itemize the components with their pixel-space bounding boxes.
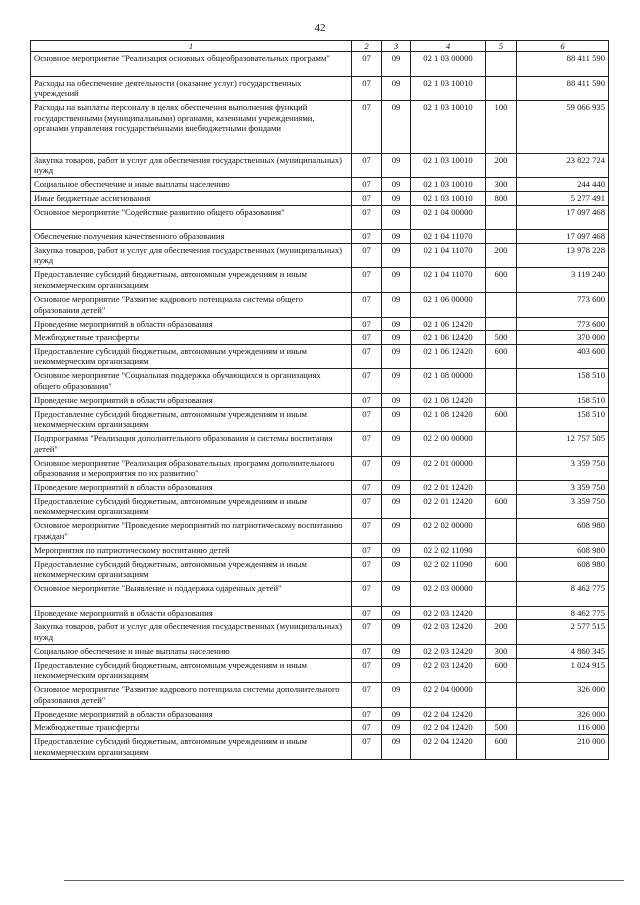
row-amount-cell: 370 000 (517, 331, 609, 345)
row-amount-cell: 244 440 (517, 178, 609, 192)
table-row (31, 178, 609, 192)
row-amount-cell: 3 359 750 (517, 481, 609, 495)
row-subsection-cell: 09 (382, 205, 411, 230)
row-section-cell: 07 (352, 243, 382, 268)
row-name-cell: Проведение мероприятий в области образования (31, 481, 352, 495)
row-section-cell: 07 (352, 153, 382, 178)
row-name-cell: Предоставление субсидий бюджетным, автономным учреждениям и иным некоммерческим организациям (31, 407, 352, 432)
row-expense-type-cell (486, 456, 517, 481)
table-row (31, 52, 609, 77)
row-subsection-cell: 09 (382, 153, 411, 178)
row-target-article-cell: 02 1 04 00000 (411, 205, 486, 230)
row-subsection-cell: 09 (382, 101, 411, 154)
row-section-cell: 07 (352, 393, 382, 407)
row-name-cell: Основное мероприятие "Развитие кадрового потенциала системы дополнительного образования детей" (31, 683, 352, 708)
row-amount-cell: 88 411 590 (517, 76, 609, 101)
row-target-article-cell: 02 2 03 12420 (411, 645, 486, 659)
row-section-cell: 07 (352, 481, 382, 495)
table-row (31, 456, 609, 481)
row-expense-type-cell: 600 (486, 735, 517, 760)
row-target-article-cell: 02 1 08 12420 (411, 407, 486, 432)
header-col-3: 3 (382, 41, 411, 52)
row-expense-type-cell (486, 205, 517, 230)
row-name-cell: Основное мероприятие "Проведение мероприятий по патриотическому воспитанию граждан" (31, 519, 352, 544)
row-expense-type-cell (486, 393, 517, 407)
row-amount-cell: 17 097 468 (517, 230, 609, 244)
row-name-cell: Проведение мероприятий в области образования (31, 393, 352, 407)
row-expense-type-cell: 600 (486, 407, 517, 432)
table-row (31, 519, 609, 544)
table-row (31, 268, 609, 293)
row-section-cell: 07 (352, 683, 382, 708)
row-expense-type-cell: 500 (486, 721, 517, 735)
table-row (31, 481, 609, 495)
row-section-cell: 07 (352, 557, 382, 582)
row-amount-cell: 12 757 505 (517, 432, 609, 457)
row-subsection-cell: 09 (382, 456, 411, 481)
row-name-cell: Межбюджетные трансферты (31, 331, 352, 345)
row-subsection-cell: 09 (382, 721, 411, 735)
table-row (31, 620, 609, 645)
row-target-article-cell: 02 2 04 00000 (411, 683, 486, 708)
header-col-2: 2 (352, 41, 382, 52)
row-name-cell: Расходы на обеспечение деятельности (оказание услуг) государственных учреждений (31, 76, 352, 101)
row-subsection-cell: 09 (382, 544, 411, 558)
row-subsection-cell: 09 (382, 432, 411, 457)
row-subsection-cell: 09 (382, 292, 411, 317)
row-expense-type-cell (486, 52, 517, 77)
row-subsection-cell: 09 (382, 178, 411, 192)
row-expense-type-cell (486, 432, 517, 457)
row-subsection-cell: 09 (382, 243, 411, 268)
row-subsection-cell: 09 (382, 494, 411, 519)
row-name-cell: Мероприятия по патриотическому воспитанию детей (31, 544, 352, 558)
row-expense-type-cell: 600 (486, 344, 517, 369)
row-section-cell: 07 (352, 707, 382, 721)
row-expense-type-cell: 300 (486, 178, 517, 192)
row-subsection-cell: 09 (382, 658, 411, 683)
row-target-article-cell: 02 2 01 00000 (411, 456, 486, 481)
row-expense-type-cell (486, 369, 517, 394)
row-subsection-cell: 09 (382, 268, 411, 293)
row-expense-type-cell: 200 (486, 620, 517, 645)
table-row (31, 658, 609, 683)
row-section-cell: 07 (352, 76, 382, 101)
row-subsection-cell: 09 (382, 76, 411, 101)
row-name-cell: Предоставление субсидий бюджетным, автономным учреждениям и иным некоммерческим организациям (31, 735, 352, 760)
row-target-article-cell: 02 2 02 11090 (411, 557, 486, 582)
table-row (31, 76, 609, 101)
row-name-cell: Расходы на выплаты персоналу в целях обеспечения выполнения функций государственными (муниципальными) органами, казенными учреждениями, органами управления государственными внебюджетными фондами (31, 101, 352, 154)
row-expense-type-cell: 600 (486, 268, 517, 293)
row-target-article-cell: 02 1 06 12420 (411, 344, 486, 369)
row-amount-cell: 773 600 (517, 292, 609, 317)
row-subsection-cell: 09 (382, 557, 411, 582)
row-section-cell: 07 (352, 544, 382, 558)
row-section-cell: 07 (352, 620, 382, 645)
row-section-cell: 07 (352, 582, 382, 607)
row-expense-type-cell (486, 683, 517, 708)
table-row (31, 292, 609, 317)
row-target-article-cell: 02 2 01 12420 (411, 481, 486, 495)
table-row (31, 344, 609, 369)
row-target-article-cell: 02 1 03 10010 (411, 191, 486, 205)
row-name-cell: Проведение мероприятий в области образования (31, 606, 352, 620)
row-expense-type-cell (486, 707, 517, 721)
row-amount-cell: 773 600 (517, 317, 609, 331)
row-section-cell: 07 (352, 658, 382, 683)
table-row (31, 369, 609, 394)
row-amount-cell: 3 119 240 (517, 268, 609, 293)
row-subsection-cell: 09 (382, 317, 411, 331)
row-subsection-cell: 09 (382, 582, 411, 607)
row-target-article-cell: 02 1 06 00000 (411, 292, 486, 317)
row-amount-cell: 13 978 228 (517, 243, 609, 268)
row-amount-cell: 158 510 (517, 369, 609, 394)
row-target-article-cell: 02 1 03 10010 (411, 153, 486, 178)
row-section-cell: 07 (352, 519, 382, 544)
table-row (31, 191, 609, 205)
row-amount-cell: 5 277 491 (517, 191, 609, 205)
row-amount-cell: 210 000 (517, 735, 609, 760)
row-name-cell: Основное мероприятие "Выявление и поддержка одаренных детей" (31, 582, 352, 607)
budget-table (30, 40, 609, 760)
row-section-cell: 07 (352, 735, 382, 760)
row-expense-type-cell: 500 (486, 331, 517, 345)
row-target-article-cell: 02 1 03 10010 (411, 178, 486, 192)
row-subsection-cell: 09 (382, 606, 411, 620)
table-row (31, 494, 609, 519)
row-section-cell: 07 (352, 606, 382, 620)
row-target-article-cell: 02 2 00 00000 (411, 432, 486, 457)
row-subsection-cell: 09 (382, 683, 411, 708)
row-amount-cell: 116 000 (517, 721, 609, 735)
row-section-cell: 07 (352, 645, 382, 659)
row-expense-type-cell (486, 544, 517, 558)
row-amount-cell: 608 980 (517, 557, 609, 582)
row-section-cell: 07 (352, 369, 382, 394)
header-col-5: 5 (486, 41, 517, 52)
table-row (31, 101, 609, 154)
row-subsection-cell: 09 (382, 481, 411, 495)
row-amount-cell: 88 411 590 (517, 52, 609, 77)
row-amount-cell: 403 600 (517, 344, 609, 369)
row-subsection-cell: 09 (382, 519, 411, 544)
row-expense-type-cell: 200 (486, 243, 517, 268)
table-row (31, 331, 609, 345)
row-amount-cell: 59 066 935 (517, 101, 609, 154)
row-section-cell: 07 (352, 52, 382, 77)
row-section-cell: 07 (352, 101, 382, 154)
row-subsection-cell: 09 (382, 393, 411, 407)
row-name-cell: Межбюджетные трансферты (31, 721, 352, 735)
row-expense-type-cell (486, 317, 517, 331)
header-col-4: 4 (411, 41, 486, 52)
row-target-article-cell: 02 2 03 00000 (411, 582, 486, 607)
table-row (31, 243, 609, 268)
table-row (31, 205, 609, 230)
row-subsection-cell: 09 (382, 344, 411, 369)
row-name-cell: Закупка товаров, работ и услуг для обеспечения государственных (муниципальных) нужд (31, 243, 352, 268)
row-subsection-cell: 09 (382, 735, 411, 760)
row-expense-type-cell: 600 (486, 557, 517, 582)
row-name-cell: Основное мероприятие "Реализация образовательных программ дополнительного образования и мероприятия по их развитию" (31, 456, 352, 481)
row-expense-type-cell (486, 481, 517, 495)
row-expense-type-cell: 300 (486, 645, 517, 659)
row-target-article-cell: 02 1 03 10010 (411, 101, 486, 154)
row-amount-cell: 326 000 (517, 683, 609, 708)
row-subsection-cell: 09 (382, 230, 411, 244)
table-row (31, 683, 609, 708)
row-amount-cell: 608 980 (517, 519, 609, 544)
row-amount-cell: 1 024 915 (517, 658, 609, 683)
row-name-cell: Проведение мероприятий в области образования (31, 707, 352, 721)
row-amount-cell: 4 860 345 (517, 645, 609, 659)
row-name-cell: Основное мероприятие "Реализация основных общеобразовательных программ" (31, 52, 352, 77)
row-name-cell: Предоставление субсидий бюджетным, автономным учреждениям и иным некоммерческим организациям (31, 557, 352, 582)
table-row (31, 735, 609, 760)
table-row (31, 707, 609, 721)
row-expense-type-cell (486, 519, 517, 544)
table-row (31, 153, 609, 178)
table-row (31, 230, 609, 244)
header-col-1: 1 (31, 41, 352, 52)
row-amount-cell: 23 822 724 (517, 153, 609, 178)
row-name-cell: Закупка товаров, работ и услуг для обеспечения государственных (муниципальных) нужд (31, 620, 352, 645)
table-row (31, 645, 609, 659)
row-target-article-cell: 02 1 08 12420 (411, 393, 486, 407)
row-name-cell: Проведение мероприятий в области образования (31, 317, 352, 331)
row-section-cell: 07 (352, 205, 382, 230)
row-amount-cell: 3 359 750 (517, 494, 609, 519)
row-subsection-cell: 09 (382, 331, 411, 345)
row-target-article-cell: 02 1 08 00000 (411, 369, 486, 394)
row-subsection-cell: 09 (382, 407, 411, 432)
row-expense-type-cell: 800 (486, 191, 517, 205)
row-name-cell: Социальное обеспечение и иные выплаты населению (31, 178, 352, 192)
row-section-cell: 07 (352, 317, 382, 331)
row-amount-cell: 2 577 515 (517, 620, 609, 645)
row-target-article-cell: 02 1 06 12420 (411, 331, 486, 345)
row-target-article-cell: 02 1 06 12420 (411, 317, 486, 331)
row-subsection-cell: 09 (382, 707, 411, 721)
table-row (31, 393, 609, 407)
row-name-cell: Основное мероприятие "Содействие развитию общего образования" (31, 205, 352, 230)
row-amount-cell: 8 462 775 (517, 606, 609, 620)
row-subsection-cell: 09 (382, 191, 411, 205)
row-expense-type-cell (486, 606, 517, 620)
row-section-cell: 07 (352, 292, 382, 317)
row-name-cell: Предоставление субсидий бюджетным, автономным учреждениям и иным некоммерческим организациям (31, 268, 352, 293)
row-amount-cell: 158 510 (517, 407, 609, 432)
row-subsection-cell: 09 (382, 369, 411, 394)
row-target-article-cell: 02 2 02 11090 (411, 544, 486, 558)
row-expense-type-cell (486, 292, 517, 317)
row-target-article-cell: 02 2 01 12420 (411, 494, 486, 519)
row-expense-type-cell: 600 (486, 658, 517, 683)
row-name-cell: Социальное обеспечение и иные выплаты населению (31, 645, 352, 659)
row-section-cell: 07 (352, 494, 382, 519)
table-row (31, 432, 609, 457)
row-target-article-cell: 02 1 03 00000 (411, 52, 486, 77)
row-name-cell: Предоставление субсидий бюджетным, автономным учреждениям и иным некоммерческим организациям (31, 494, 352, 519)
row-name-cell: Основное мероприятие "Развитие кадрового потенциала системы общего образования детей" (31, 292, 352, 317)
bottom-rule (64, 880, 624, 881)
row-expense-type-cell: 200 (486, 153, 517, 178)
row-subsection-cell: 09 (382, 620, 411, 645)
row-amount-cell: 608 980 (517, 544, 609, 558)
row-section-cell: 07 (352, 191, 382, 205)
table-body (31, 52, 609, 760)
row-name-cell: Закупка товаров, работ и услуг для обеспечения государственных (муниципальных) нужд (31, 153, 352, 178)
header-col-6: 6 (517, 41, 609, 52)
row-subsection-cell: 09 (382, 645, 411, 659)
row-name-cell: Обеспечение получения качественного образования (31, 230, 352, 244)
row-target-article-cell: 02 2 03 12420 (411, 620, 486, 645)
row-section-cell: 07 (352, 407, 382, 432)
row-expense-type-cell: 600 (486, 494, 517, 519)
row-target-article-cell: 02 2 03 12420 (411, 658, 486, 683)
row-section-cell: 07 (352, 331, 382, 345)
row-amount-cell: 17 097 468 (517, 205, 609, 230)
row-target-article-cell: 02 2 03 12420 (411, 606, 486, 620)
row-name-cell: Иные бюджетные ассигнования (31, 191, 352, 205)
row-section-cell: 07 (352, 721, 382, 735)
header-row (31, 41, 609, 52)
row-target-article-cell: 02 2 04 12420 (411, 735, 486, 760)
row-section-cell: 07 (352, 456, 382, 481)
row-expense-type-cell (486, 230, 517, 244)
table-row (31, 557, 609, 582)
table-row (31, 606, 609, 620)
row-amount-cell: 8 462 775 (517, 582, 609, 607)
table-row (31, 317, 609, 331)
table-row (31, 407, 609, 432)
table-row (31, 582, 609, 607)
row-target-article-cell: 02 1 04 11070 (411, 230, 486, 244)
row-section-cell: 07 (352, 432, 382, 457)
row-name-cell: Предоставление субсидий бюджетным, автономным учреждениям и иным некоммерческим организациям (31, 344, 352, 369)
row-target-article-cell: 02 2 02 00000 (411, 519, 486, 544)
row-name-cell: Основное мероприятие "Социальная поддержка обучающихся в организациях общего образования" (31, 369, 352, 394)
row-amount-cell: 158 510 (517, 393, 609, 407)
row-target-article-cell: 02 1 04 11070 (411, 243, 486, 268)
row-subsection-cell: 09 (382, 52, 411, 77)
row-section-cell: 07 (352, 268, 382, 293)
row-expense-type-cell (486, 582, 517, 607)
row-target-article-cell: 02 2 04 12420 (411, 707, 486, 721)
row-target-article-cell: 02 2 04 12420 (411, 721, 486, 735)
row-expense-type-cell: 100 (486, 101, 517, 154)
row-section-cell: 07 (352, 178, 382, 192)
row-name-cell: Предоставление субсидий бюджетным, автономным учреждениям и иным некоммерческим организациям (31, 658, 352, 683)
row-target-article-cell: 02 1 03 10010 (411, 76, 486, 101)
table-row (31, 544, 609, 558)
row-amount-cell: 326 000 (517, 707, 609, 721)
row-section-cell: 07 (352, 344, 382, 369)
row-section-cell: 07 (352, 230, 382, 244)
row-target-article-cell: 02 1 04 11070 (411, 268, 486, 293)
row-amount-cell: 3 359 750 (517, 456, 609, 481)
row-name-cell: Подпрограмма "Реализация дополнительного образования и системы воспитания детей" (31, 432, 352, 457)
table-header (31, 41, 609, 52)
row-expense-type-cell (486, 76, 517, 101)
table-row (31, 721, 609, 735)
page-number: 42 (314, 22, 326, 34)
